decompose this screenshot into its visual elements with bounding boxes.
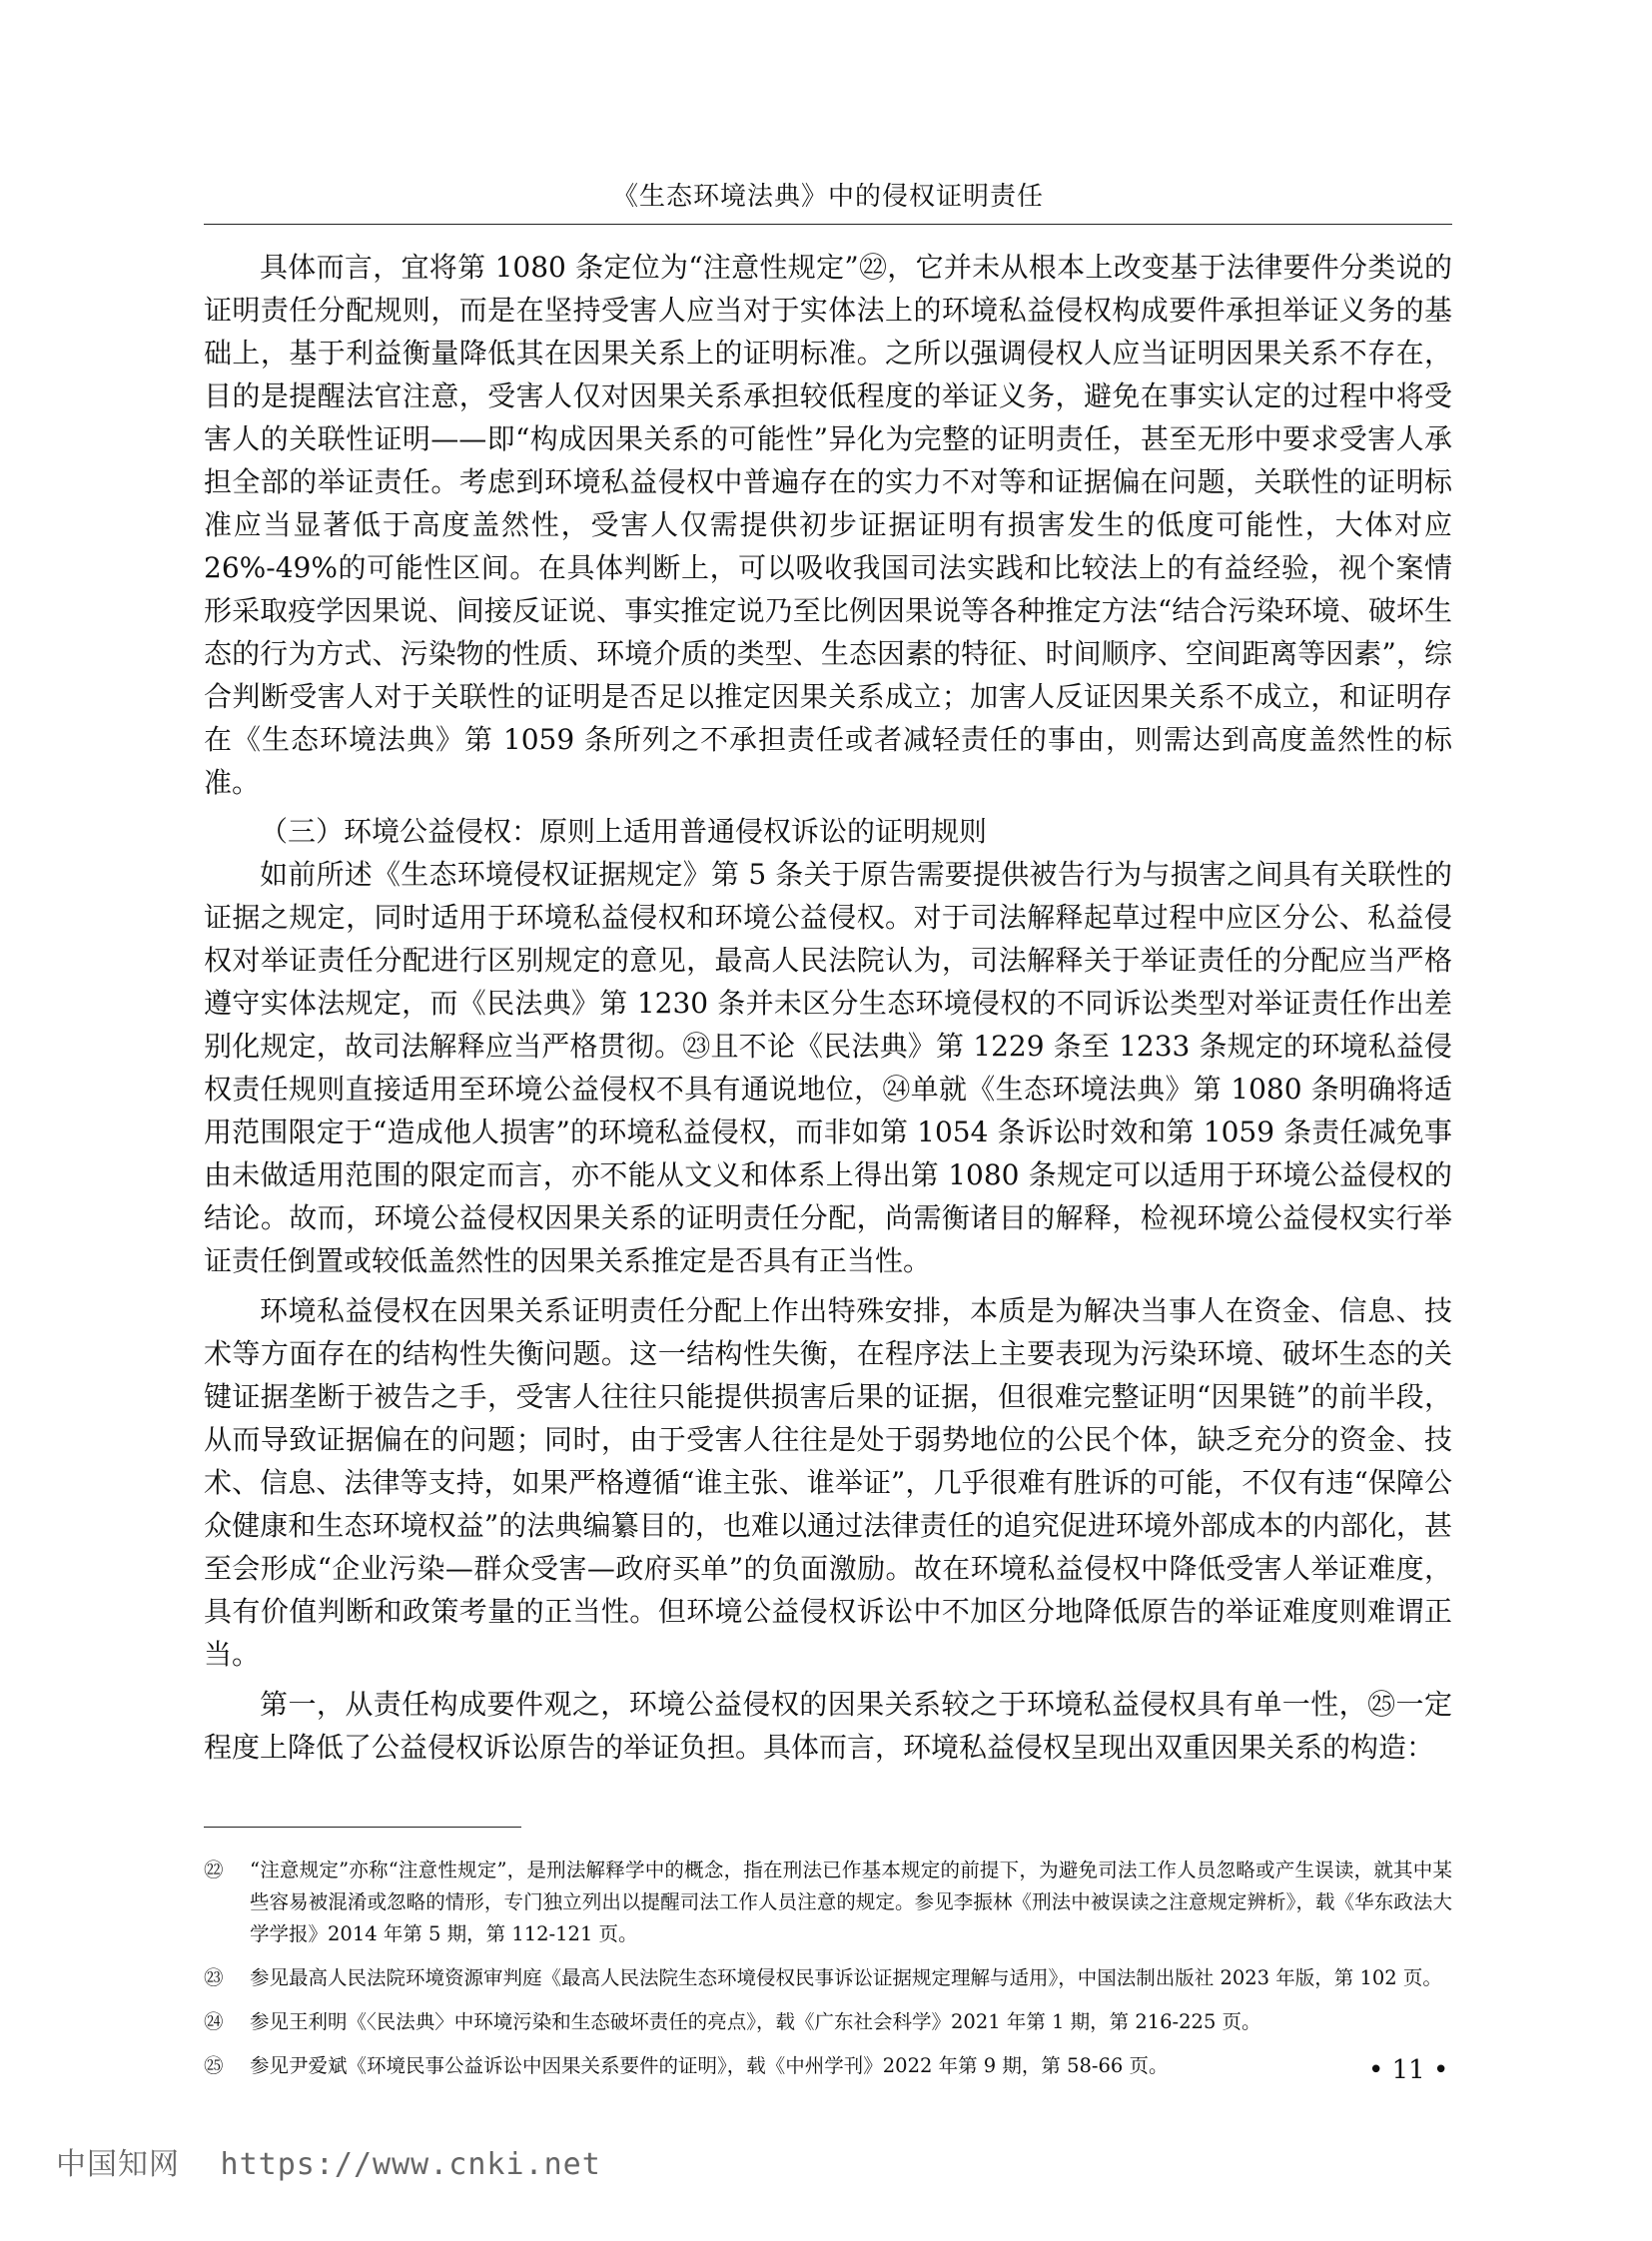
footnote-mark: ㉔ (204, 2010, 224, 2033)
header-rule (204, 224, 1452, 225)
footnote (204, 2050, 1452, 2082)
running-header: 《生态环境法典》中的侵权证明责任 (611, 182, 1044, 212)
paragraph: 如前所述《生态环境侵权证据规定》第 5 条关于原告需要提供被告行为与损害之间具有关联性的证据之规定，同时适用于环境私益侵权和环境公益侵权。对于司法解释起草过程中应区分公、私益侵权对举证责任分配进行区别规定的意见，最高人民法院认为，司法解释关于举证责任的分配应当严格遵守实体法规定，而《民法典》第 1230 条并未区分生态环境侵权的不同诉讼类型对举证责任作出差别化规定，故司法解释应当严格贯彻。㉓且不论《民法典》第 1229 条至 1233 条规定的环境私益侵权责任规则直接适用至环境公益侵权不具有通说地位，㉔单就《生态环境法典》第 1080 条明确将适用范围限定于“造成他人损害”的环境私益侵权，而非如第 1054 条诉讼时效和第 1059 条责任减免事由未做适用范围的限定而言，亦不能从文义和体系上得出第 1080 条规定可以适用于环境公益侵权的结论。故而，环境公益侵权因果关系的证明责任分配，尚需衡诸目的解释，检视环境公益侵权实行举证责任倒置或较低盖然性的因果关系推定是否具有正当性。 (204, 858, 1452, 1277)
page-number: • 11 • (1368, 2055, 1449, 2085)
watermark-url: https://www.cnki.net (220, 2147, 601, 2182)
footnote (204, 1962, 1452, 1994)
paragraph: 具体而言，宜将第 1080 条定位为“注意性规定”㉒，它并未从根本上改变基于法律要件分类说的证明责任分配规则，而是在坚持受害人应当对于实体法上的环境私益侵权构成要件承担举证义务的基础上，基于利益衡量降低其在因果关系上的证明标准。之所以强调侵权人应当证明因果关系不存在，目的是提醒法官注意，受害人仅对因果关系承担较低程度的举证义务，避免在事实认定的过程中将受害人的关联性证明——即“构成因果关系的可能性”异化为完整的证明责任，甚至无形中要求受害人承担全部的举证责任。考虑到环境私益侵权中普遍存在的实力不对等和证据偏在问题，关联性的证明标准应当显著低于高度盖然性，受害人仅需提供初步证据证明有损害发生的低度可能性，大体对应 26%-49%的可能性区间。在具体判断上，可以吸收我国司法实践和比较法上的有益经验，视个案情形采取疫学因果说、间接反证说、事实推定说乃至比例因果说等各种推定方法“结合污染环境、破坏生态的行为方式、污染物的性质、环境介质的类型、生态因素的特征、时间顺序、空间距离等因素”，综合判断受害人对于关联性的证明是否足以推定因果关系成立；加害人反证因果关系不成立，和证明存在《生态环境法典》第 1059 条所列之不承担责任或者减轻责任的事由，则需达到高度盖然性的标准。 (204, 251, 1452, 799)
footnote (204, 2006, 1452, 2038)
footnote (204, 1855, 1452, 1950)
footnote-text: 参见最高人民法院环境资源审判庭《最高人民法院生态环境侵权民事诉讼证据规定理解与适用》，中国法制出版社 2023 年版，第 102 页。 (250, 1966, 1442, 1989)
body-text (204, 246, 1452, 1769)
footnote-rule (204, 1827, 521, 1828)
footnote-text: 参见王利明《〈民法典〉中环境污染和生态破坏责任的亮点》，载《广东社会科学》2021 年第 1 期，第 216-225 页。 (250, 2010, 1261, 2033)
footnote-mark: ㉕ (204, 2054, 224, 2077)
paragraph: 环境私益侵权在因果关系证明责任分配上作出特殊安排，本质是为解决当事人在资金、信息、技术等方面存在的结构性失衡问题。这一结构性失衡，在程序法上主要表现为污染环境、破坏生态的关键证据垄断于被告之手，受害人往往只能提供损害后果的证据，但很难完整证明“因果链”的前半段，从而导致证据偏在的问题；同时，由于受害人往往是处于弱势地位的公民个体，缺乏充分的资金、技术、信息、法律等支持，如果严格遵循“谁主张、谁举证”，几乎很难有胜诉的可能，不仅有违“保障公众健康和生态环境权益”的法典编纂目的，也难以通过法律责任的追究促进环境外部成本的内部化，甚至会形成“企业污染—群众受害—政府买单”的负面激励。故在环境私益侵权中降低受害人举证难度，具有价值判断和政策考量的正当性。但环境公益侵权诉讼中不加区分地降低原告的举证难度则难谓正当。 (204, 1294, 1452, 1671)
section-heading: （三）环境公益侵权：原则上适用普通侵权诉讼的证明规则 (260, 815, 988, 848)
footnotes (204, 1855, 1452, 2094)
paragraph: 第一，从责任构成要件观之，环境公益侵权的因果关系较之于环境私益侵权具有单一性，㉕一定程度上降低了公益侵权诉讼原告的举证负担。具体而言，环境私益侵权呈现出双重因果关系的构造： (204, 1688, 1452, 1764)
footnote-mark: ㉒ (204, 1859, 224, 1881)
watermark-brand: 中国知网 (56, 2147, 180, 2182)
cnki-watermark (56, 2139, 601, 2183)
footnote-mark: ㉓ (204, 1966, 224, 1989)
footnote-text: 参见尹爱斌《环境民事公益诉讼中因果关系要件的证明》，载《中州学刊》2022 年第 9 期，第 58-66 页。 (250, 2054, 1169, 2077)
footnote-text: “注意规定”亦称“注意性规定”，是刑法解释学中的概念，指在刑法已作基本规定的前提下，为避免司法工作人员忽略或产生误读，就其中某些容易被混淆或忽略的情形，专门独立列出以提醒司法工作人员注意的规定。参见李振林《刑法中被误读之注意规定辨析》，载《华东政法大学学报》2014 年第 5 期，第 112-121 页。 (250, 1859, 1452, 1945)
